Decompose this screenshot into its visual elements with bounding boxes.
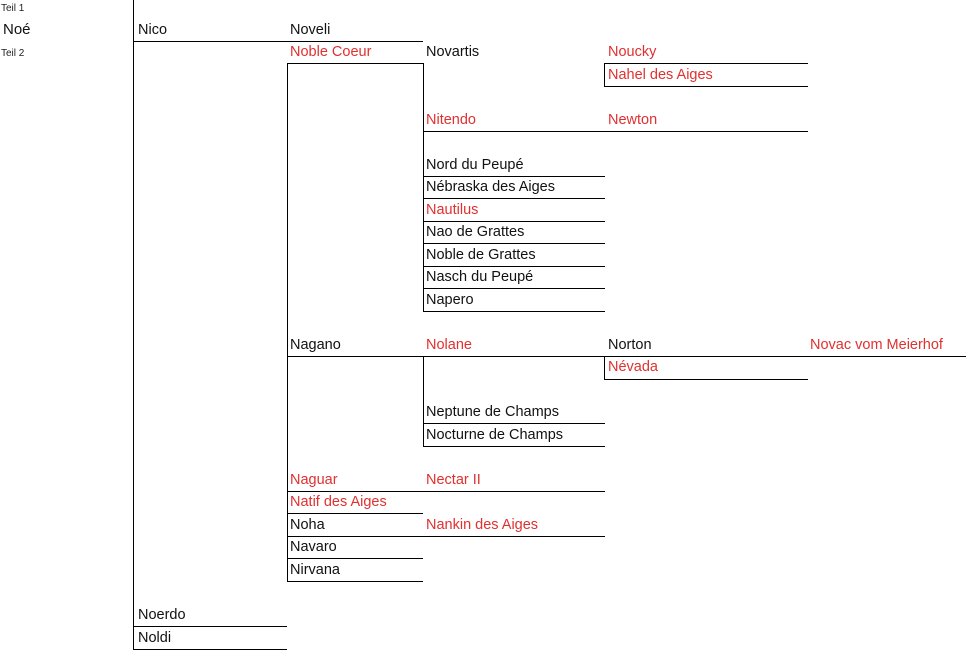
- node-nectar: Nectar II: [426, 472, 481, 488]
- node-noble-grattes: Noble de Grattes: [426, 247, 536, 263]
- node-novartis: Novartis: [426, 44, 480, 60]
- node-noldi: Noldi: [138, 630, 172, 646]
- node-noha: Noha: [290, 517, 325, 533]
- node-nord: Nord du Peupé: [426, 157, 524, 173]
- node-nao: Nao de Grattes: [426, 224, 525, 240]
- node-nebraska: Nébraska des Aiges: [426, 179, 555, 195]
- node-noble-coeur: Noble Coeur: [290, 44, 372, 60]
- node-noerdo: Noerdo: [138, 607, 186, 623]
- node-noucky: Noucky: [608, 44, 657, 60]
- node-nankin: Nankin des Aiges: [426, 517, 539, 533]
- node-nevada: Névada: [608, 359, 658, 375]
- label-teil-1: Teil 1: [1, 3, 25, 14]
- root-name: Noé: [3, 21, 31, 38]
- node-nagano: Nagano: [290, 337, 341, 353]
- node-nolane: Nolane: [426, 337, 472, 353]
- node-noveli: Noveli: [290, 22, 331, 38]
- node-neptune: Neptune de Champs: [426, 404, 559, 420]
- node-nautilus: Nautilus: [426, 202, 479, 218]
- node-napero: Napero: [426, 292, 474, 308]
- node-naguar: Naguar: [290, 472, 338, 488]
- node-novac: Novac vom Meierhof: [810, 337, 943, 353]
- node-nasch: Nasch du Peupé: [426, 269, 534, 285]
- node-navaro: Navaro: [290, 539, 337, 555]
- label-teil-2: Teil 2: [1, 48, 25, 59]
- node-nirvana: Nirvana: [290, 562, 340, 578]
- node-newton: Newton: [608, 112, 658, 128]
- node-norton: Norton: [608, 337, 652, 353]
- node-nahel: Nahel des Aiges: [608, 67, 713, 83]
- node-nocturne: Nocturne de Champs: [426, 427, 564, 443]
- node-nico: Nico: [138, 22, 168, 38]
- node-natif: Natif des Aiges: [290, 494, 387, 510]
- node-nitendo: Nitendo: [426, 112, 476, 128]
